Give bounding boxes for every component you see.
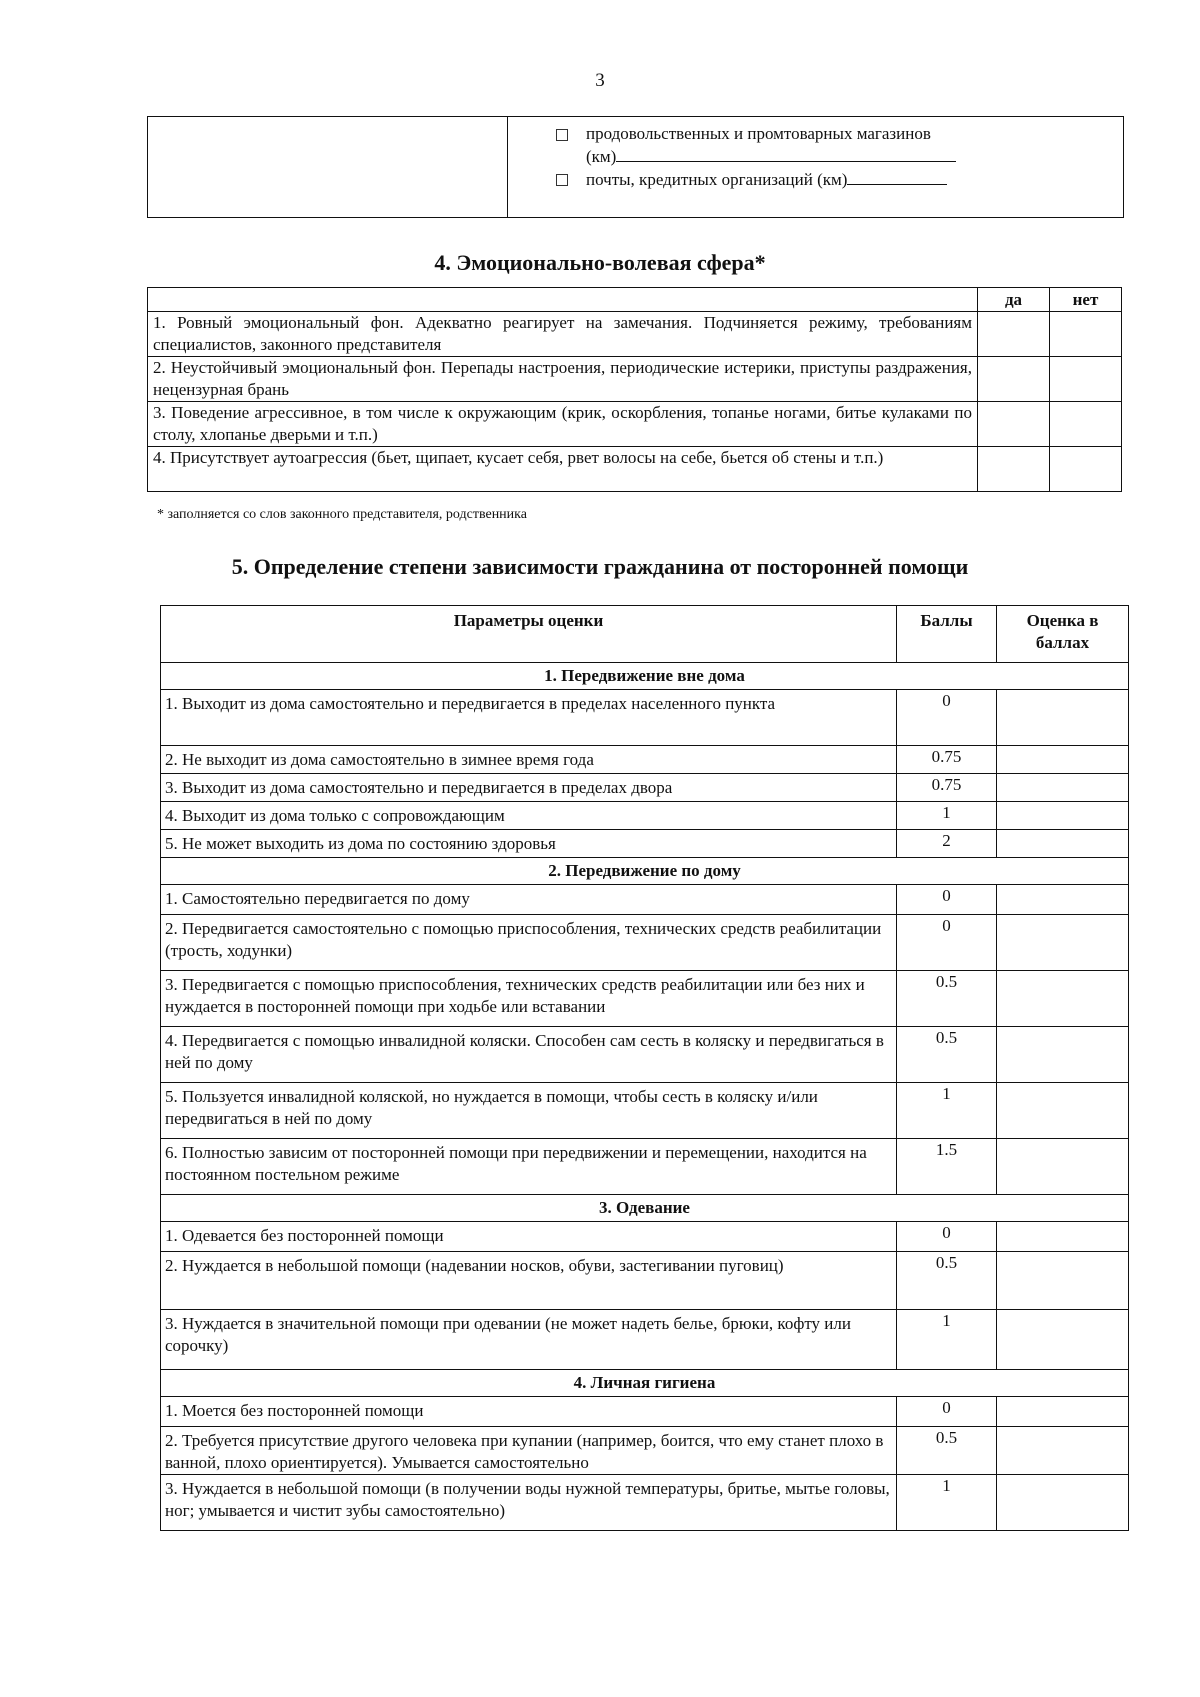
checkbox-icon[interactable] — [556, 129, 568, 141]
table-row — [161, 885, 1129, 915]
group-title: 1. Передвижение вне дома — [161, 663, 1129, 690]
footnote: * заполняется со слов законного представителя, родственника — [157, 507, 527, 522]
table-row — [161, 1139, 1129, 1195]
points-value: 1.5 — [897, 1139, 997, 1195]
table-row — [161, 690, 1129, 746]
table-row — [161, 1310, 1129, 1370]
group-title: 3. Одевание — [161, 1195, 1129, 1222]
rating-cell[interactable] — [997, 1475, 1129, 1531]
rating-cell[interactable] — [997, 1397, 1129, 1427]
group-title: 2. Передвижение по дому — [161, 858, 1129, 885]
points-value: 1 — [897, 1083, 997, 1139]
points-value: 0.5 — [897, 1427, 997, 1475]
checkbox-icon[interactable] — [556, 174, 568, 186]
table-row — [161, 1083, 1129, 1139]
rating-cell[interactable] — [997, 1252, 1129, 1310]
group-row — [161, 858, 1129, 885]
yes-cell[interactable] — [978, 447, 1050, 492]
section-title-4: 4. Эмоционально-волевая сфера* — [434, 250, 766, 275]
dependency-table — [160, 605, 1129, 1531]
points-value: 0 — [897, 885, 997, 915]
top-table-left-cell — [148, 117, 508, 218]
row-text: 1. Ровный эмоциональный фон. Адекватно реагирует на замечания. Подчиняется режиму, требованиям специалистов, законного представителя — [148, 312, 978, 357]
points-value: 0 — [897, 690, 997, 746]
no-cell[interactable] — [1050, 357, 1122, 402]
emotional-table — [147, 287, 1122, 492]
points-value: 1 — [897, 802, 997, 830]
param-text: 2. Не выходит из дома самостоятельно в зимнее время года — [161, 746, 897, 774]
header-yes: да — [978, 288, 1050, 312]
points-value: 0 — [897, 1397, 997, 1427]
fill-line[interactable] — [616, 145, 956, 162]
points-value: 0.75 — [897, 746, 997, 774]
rating-cell[interactable] — [997, 1139, 1129, 1195]
rating-cell[interactable] — [997, 971, 1129, 1027]
yes-cell[interactable] — [978, 357, 1050, 402]
row-text: 4. Присутствует аутоагрессия (бьет, щипает, кусает себя, рвет волосы на себе, бьется об стены и т.п.) — [148, 447, 978, 492]
list-item — [556, 123, 1123, 168]
param-text: 3. Передвигается с помощью приспособления, технических средств реабилитации или без них и нуждается в посторонней помощи при ходьбе или вставании — [161, 971, 897, 1027]
points-value: 2 — [897, 830, 997, 858]
list-item-text-line2: (км) — [586, 147, 617, 166]
points-value: 0.75 — [897, 774, 997, 802]
table-row — [161, 774, 1129, 802]
param-text: 4. Передвигается с помощью инвалидной коляски. Способен сам сесть в коляску и передвигаться в ней по дому — [161, 1027, 897, 1083]
header-blank — [148, 288, 978, 312]
param-text: 2. Нуждается в небольшой помощи (надевании носков, обуви, застегивании пуговиц) — [161, 1252, 897, 1310]
points-value: 0.5 — [897, 1027, 997, 1083]
no-cell[interactable] — [1050, 312, 1122, 357]
top-table — [147, 116, 1124, 218]
points-value: 1 — [897, 1310, 997, 1370]
rating-cell[interactable] — [997, 885, 1129, 915]
rating-cell[interactable] — [997, 915, 1129, 971]
table-row — [148, 357, 1122, 402]
param-text: 4. Выходит из дома только с сопровождающим — [161, 802, 897, 830]
header-points: Баллы — [897, 606, 997, 663]
table-row — [161, 1027, 1129, 1083]
table-row — [148, 402, 1122, 447]
rating-cell[interactable] — [997, 1310, 1129, 1370]
param-text: 1. Одевается без посторонней помощи — [161, 1222, 897, 1252]
param-text: 3. Нуждается в небольшой помощи (в получении воды нужной температуры, бритье, мытье головы, ног; умывается и чистит зубы самостоятельно) — [161, 1475, 897, 1531]
param-text: 5. Не может выходить из дома по состоянию здоровья — [161, 830, 897, 858]
table-row — [161, 830, 1129, 858]
rating-cell[interactable] — [997, 830, 1129, 858]
yes-cell[interactable] — [978, 312, 1050, 357]
group-title: 4. Личная гигиена — [161, 1370, 1129, 1397]
list-item-text: почты, кредитных организаций (км) — [586, 170, 848, 189]
list-item-text: продовольственных и промтоварных магазинов — [586, 124, 931, 143]
table-row — [161, 971, 1129, 1027]
rating-cell[interactable] — [997, 1027, 1129, 1083]
table-row — [161, 802, 1129, 830]
param-text: 2. Передвигается самостоятельно с помощью приспособления, технических средств реабилитации (трость, ходунки) — [161, 915, 897, 971]
table-row — [161, 1475, 1129, 1531]
section-title-5: 5. Определение степени зависимости гражданина от посторонней помощи — [231, 554, 969, 579]
header-params: Параметры оценки — [161, 606, 897, 663]
group-row — [161, 663, 1129, 690]
rating-cell[interactable] — [997, 1083, 1129, 1139]
header-no: нет — [1050, 288, 1122, 312]
table-row — [161, 746, 1129, 774]
param-text: 1. Моется без посторонней помощи — [161, 1397, 897, 1427]
table-row — [161, 1222, 1129, 1252]
list-item — [556, 168, 1123, 191]
table-row — [161, 915, 1129, 971]
group-row — [161, 1370, 1129, 1397]
points-value: 0 — [897, 1222, 997, 1252]
table-row — [161, 1427, 1129, 1475]
yes-cell[interactable] — [978, 402, 1050, 447]
rating-cell[interactable] — [997, 1222, 1129, 1252]
rating-cell[interactable] — [997, 746, 1129, 774]
table-row — [148, 312, 1122, 357]
fill-line[interactable] — [847, 168, 947, 185]
param-text: 6. Полностью зависим от посторонней помощи при передвижении и перемещении, находится на постоянном постельном режиме — [161, 1139, 897, 1195]
page-number: 3 — [595, 70, 605, 91]
no-cell[interactable] — [1050, 447, 1122, 492]
rating-cell[interactable] — [997, 690, 1129, 746]
rating-cell[interactable] — [997, 774, 1129, 802]
row-text: 2. Неустойчивый эмоциональный фон. Перепады настроения, периодические истерики, приступы раздражения, нецензурная брань — [148, 357, 978, 402]
header-rating: Оценка в баллах — [997, 606, 1129, 663]
top-table-right-cell — [508, 117, 1124, 218]
points-value: 1 — [897, 1475, 997, 1531]
table-row — [148, 447, 1122, 492]
group-row — [161, 1195, 1129, 1222]
param-text: 3. Выходит из дома самостоятельно и передвигается в пределах двора — [161, 774, 897, 802]
param-text: 3. Нуждается в значительной помощи при одевании (не может надеть белье, брюки, кофту или сорочку) — [161, 1310, 897, 1370]
table-row — [161, 1397, 1129, 1427]
param-text: 1. Выходит из дома самостоятельно и передвигается в пределах населенного пункта — [161, 690, 897, 746]
table-row — [161, 1252, 1129, 1310]
rating-cell[interactable] — [997, 802, 1129, 830]
top-list — [556, 123, 1123, 191]
param-text: 2. Требуется присутствие другого человека при купании (например, боится, что ему станет плохо в ванной, плохо ориентируется). Умывается самостоятельно — [161, 1427, 897, 1475]
row-text: 3. Поведение агрессивное, в том числе к окружающим (крик, оскорбления, топанье ногами, битье кулаками по столу, хлопанье дверьми и т.п.) — [148, 402, 978, 447]
param-text: 1. Самостоятельно передвигается по дому — [161, 885, 897, 915]
points-value: 0 — [897, 915, 997, 971]
no-cell[interactable] — [1050, 402, 1122, 447]
points-value: 0.5 — [897, 1252, 997, 1310]
param-text: 5. Пользуется инвалидной коляской, но нуждается в помощи, чтобы сесть в коляску и/или передвигаться в ней по дому — [161, 1083, 897, 1139]
points-value: 0.5 — [897, 971, 997, 1027]
rating-cell[interactable] — [997, 1427, 1129, 1475]
